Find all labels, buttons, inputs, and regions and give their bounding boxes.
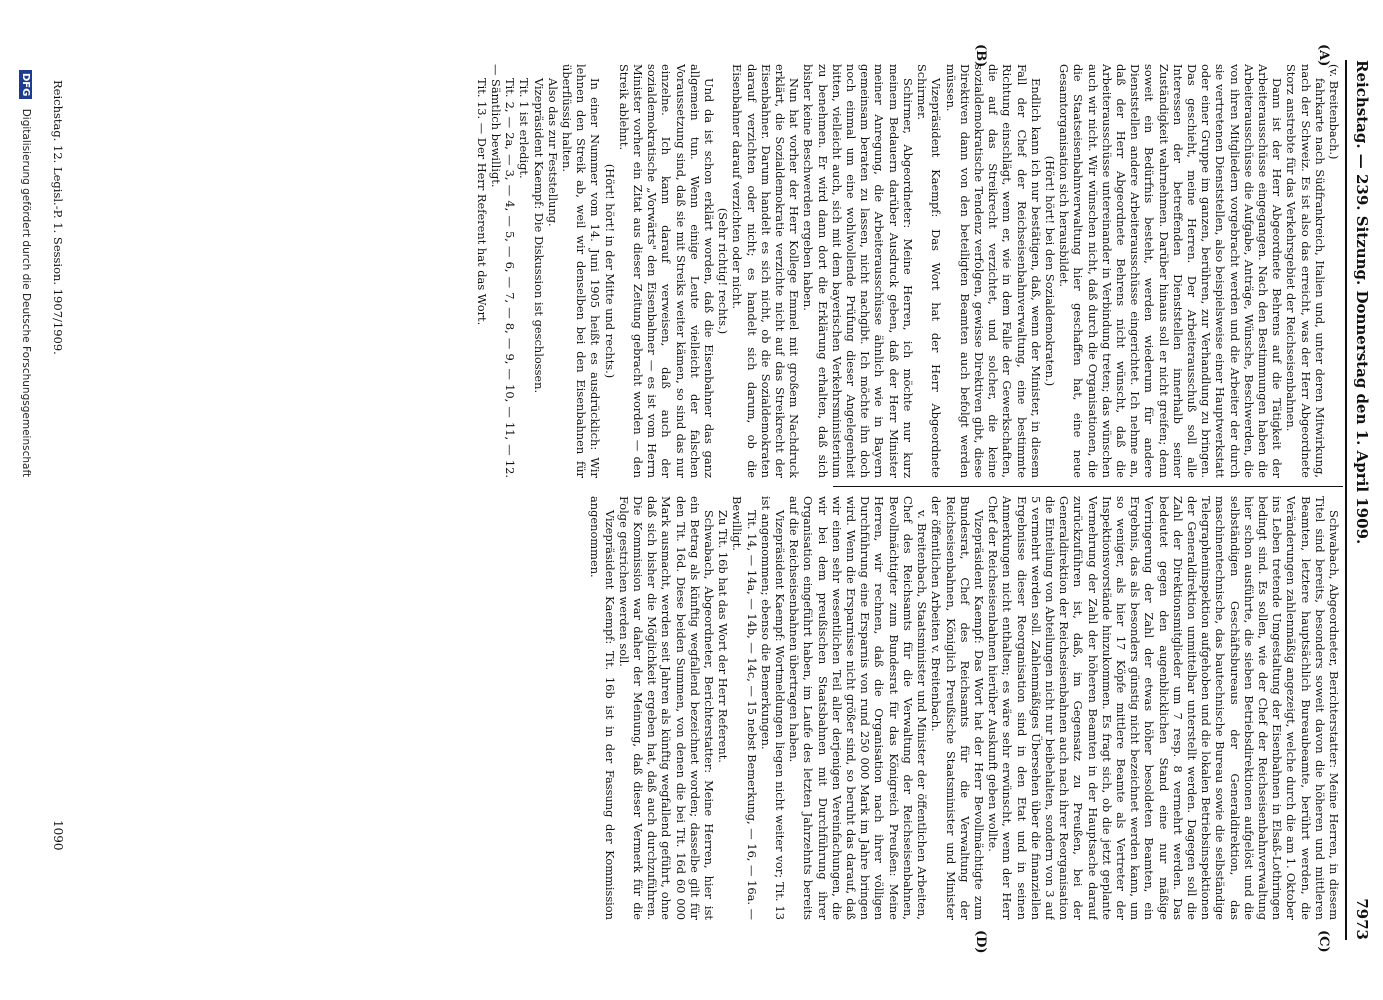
paragraph: Schwabach, Abgeordneter, Berichterstatter: Meine Herren, in diesem Titel sind bereits, besonders soweit davon die höheren und mittleren Beamten, letztere hauptsächlich Bureaubeamte, berührt werden, die Veränderungen zahlenmäßig angezeigt, welche durch die am 1. Oktober ins Leben tretende Umgestaltung der Eisenbahnen in Elsaß-Lothringen bedingt sind. Es sollen, wie der Chef der Reichseisenbahnverwaltung hier schon ausführte, die sieben Betriebsdirektionen aufgelöst und die selbständigen Geschäftsbureaus der Generaldirektion, das maschinentechnische, das bautechnische Bureau sowie die selbständige Telegrapheninspektion aufgehoben und die lokalen Betriebsinspektionen der Generaldirektion unmittelbar unterstellt werden. Dagegen soll die Zahl der Direktionsmitglieder um 7 resp. 8 vermehrt werden. Das bedeutet gegen den augenblicklichen Stand eine nur mäßige Verringerung der Zahl der etwas höher besoldeten Beamten, ein Ergebnis, das als besonders günstig nicht bezeichnet werden kann, um so weniger, als hier 17 Köpfe mittlere Beamte als Vertreter der Inspektionsvorstände hinzukommen. Es fragt sich, ob die jetzt geplante Vermehrung der Zahl der höheren Beamten in der Hauptsache darauf zurückzuführen ist, daß, im Gegensatz zu Preußen, bei der Generaldirektion der Reichseisenbahnen auch nach ihrer Reorganisation die Einteilung von Abteilungen nicht nur beibehalten, sondern von 3 auf 5 vermehrt werden soll. Zahlenmäßiges Übersehen über die finanziellen Ergebnisse dieser Reorganisation sind in den Etat und in seinen Anmerkungen nicht enthalten; es wäre sehr erwünscht, wenn der Herr Chef der Reichseisenbahnen hierüber Auskunft geben wollte. — [986, 496, 1341, 920]
paragraph: Vizepräsident Kaempf: Das Wort hat der Herr Abgeordnete Schirmer. — [915, 64, 944, 478]
column-divider — [833, 486, 1343, 487]
margin-mark-c: (C) — [1316, 930, 1331, 953]
header-title: Reichstag. — 239. Sitzung. Donnerstag den 1. April 1909. — [1353, 60, 1371, 545]
paragraph: Vizepräsident Kaempf: Die Diskussion ist geschlossen. — [531, 78, 546, 394]
paragraph: Vizepräsident Kaempf: Wortmeldungen liegen nicht weiter vor; Tit. 13 ist angenommen; ebenso die Bemerkungen. — [758, 496, 788, 920]
paragraph: Schwabach, Abgeordneter, Berichterstatter: Meine Herren, hier ist ein Betrag als künftig wegfallend bezeichnet worden; dasselbe gilt für den Tit. 16d. Diese beiden Summen, von denen die bei Tit. 16d 60 000 Mark ausmacht, werden seit Jahren als künftig wegfallend geführt, ohne daß sich bisher die Möglichkeit ergeben hat, daß auch durchzuführen. Die Kommission war daher der Meinung, daß dieser Vermerk für die Folge gestrichen werden soll. — [616, 496, 717, 920]
page-number: 1090 — [51, 820, 65, 851]
paragraph: Dann ist der Herr Abgeordnete Behrens auf die Tätigkeit der Arbeiterausschüsse eingegangen. Nach den Bestimmungen haben die Arbeiterausschüsse die Aufgabe, Anträge, Wünsche, Beschwerden, die von ihren Mitgliedern vorgebracht werden und die Arbeiter der durch sie vertretenen Dienststellen, also beispielsweise einer Hauptwerkstatt oder einer Gruppe im ganzen, berühren, zur Verhandlung zu bringen. Das geschieht, meine Herren. Der Arbeiterausschuß soll alle Interessen der betreffenden Dienststellen innerhalb seiner Zuständigkeit wahrnehmen. Darüber hinaus soll er nicht greifen; denn soweit ein Bedürfnis besteht, werden wiederum für andere Dienststellen andere Arbeiterausschüsse eingerichtet. Ich nehme an, daß der Herr Abgeordnete Behrens nicht wünscht, daß die Arbeiterausschüsse untereinander in Verbindung treten; das wünschen auch wir nicht. Wir wünschen nicht, daß durch die Organisationen, die die Staatseisenbahnverwaltung hier geschaffen hat, eine neue Gesamtorganisation sich herausbildet. — [1057, 64, 1285, 478]
paragraph: Schirmer, Abgeordneter: Meine Herren, ich möchte nur kurz meinem Bedauern darüber Ausdruck geben, daß der Herr Minister meiner Anregung, die Arbeiterausschüsse ähnlich wie in Bayern gemeinsam beraten zu lassen, nicht nachgibt. Ich möchte ihn doch noch einmal um eine wohlwollende Prüfung dieser Angelegenheit bitten, vielleicht auch, sich mit dem bayerischen Verkehrsministerium zu benehmen. Er wird dann dort die Erklärung erhalten, daß sich bisher keine Beschwerden ergeben haben. — [801, 64, 915, 478]
page-header — [1345, 60, 1373, 940]
paragraph: fahrkarte nach Südfrankreich, Italien und, unter deren Mitwirkung, nach der Schweiz. Es ist also das erreicht, was der Herr Abgeordnete Storz anstrebte für das Verkehrsgebiet der Reichseisenbahnen. — [1284, 64, 1327, 478]
paragraph: v. Breitenbach, Staatsminister und Minister der öffentlichen Arbeiten, Chef des Reichsamts für die Verwaltung der Reichseisenbahnen, Bevollmächtigter zum Bundesrat für das Königreich Preußen: Meine Herren, wir rechnen, daß die Organisation nach ihrer völligen Durchführung eine Ersparnis von rund 250 000 Mark im Jahre bringen wird. Wenn die Ersparnisse nicht größer sind, so beruht das darauf, daß wir einen sehr wesentlichen Teil aller derjenigen Vereinfachungen, die wir bei dem preußischen Staatsbahnen mit Durchführung ihrer Organisation eingeführt haben, im Laufe des letzten Jahrzehnts bereits auf die Reichseisenbahnen übertragen haben. — [787, 496, 930, 920]
dfg-text: Digitalisierung gefördert durch die Deutsche Forschungsgemeinschaft — [20, 108, 32, 478]
dfg-notice — [10, 70, 32, 930]
paragraph: Endlich kann ich nur bestätigen, daß, wenn der Minister, in diesem Fall der Chef der Reichseisenbahnverwaltung, eine bestimmte Richtung einschlägt, wenn er, wie in dem Falle der Gewerkschaften, die auf das Streikrecht verzichtet, und solcher, die keine sozialdemokratische Tendenz verfolgen, gewisse Direktiven gibt, diese Direktiven dann von den beteiligten Beamten auch befolgt werden müssen. — [943, 64, 1043, 478]
margin-mark-b: (B) — [973, 44, 988, 68]
paragraph: Tit. 13. — Der Herr Referent hat das Wort. — [474, 78, 489, 326]
margin-mark-d: (D) — [973, 930, 988, 954]
dfg-logo: DFG — [19, 70, 32, 99]
paragraph: Tit. 1 ist erledigt. — [517, 78, 532, 179]
speaker-tag: (v. Breitenbach.) — [1327, 64, 1341, 160]
session-footer: Reichstag. 12. Legisl.-P. 1. Session. 1907/1909. — [51, 80, 65, 355]
paragraph: Also das zur Feststellung. — [545, 78, 560, 227]
paragraph: Nun hat vorher der Herr Kollege Emmel mit großem Nachdruck erklärt, die Sozialdemokratie verzichte nicht auf das Streikrecht der Eisenbahner. Darum handelt es sich nicht, ob die Sozialdemokraten darauf verzichten oder nicht; es handelt sich darum, ob die Eisenbahner darauf verzichten oder nicht. — [730, 64, 802, 478]
paragraph: Und da ist schon erklärt worden, daß die Eisenbahner das ganz allgemein tun. Wenn einige Leute vielleicht der falschen Voraussetzung sind, daß sie mit Streiks weiter kämen, so sind das nur einzelne. Ich kann darauf verweisen, daß auch der sozialdemokratische „Vorwärts" den Eisenbahner — es ist vom Herrn Minister vorher ein Zitat aus dieser Zeitung gebracht worden — den Streik ablehnt. — [616, 64, 717, 478]
right-column — [101, 496, 1341, 920]
interjection: (Hört! hört! bei den Sozialdemokraten.) — [1042, 155, 1057, 387]
paragraph: Zu Tit. 16b hat das Wort der Herr Referent. — [716, 510, 731, 763]
paragraph: Vizepräsident Kaempf: Tit. 16b ist in der Fassung der Kommission angenommen. — [588, 496, 617, 920]
paragraph: Tit. 14, — 14a, — 14b, — 14c, — 15 nebst Bemerkung, — 16, — 16a. — Bewilligt. — [730, 496, 759, 920]
margin-mark-a: (A) — [1316, 44, 1331, 67]
paragraph: Tit. 2, — 2a, — 3, — 4, — 5, — 6, — 7, — 8, — 9, — 10, — 11, — 12. — Sämtlich bewilligt. — [489, 64, 518, 478]
interjection: (Hört! hört! in der Mitte und rechts.) — [602, 163, 617, 379]
left-column — [71, 64, 1341, 478]
paragraph: In einer Nummer vom 14. Juni 1905 heißt es ausdrücklich: Wir lehnen den Streik ab, weil wir denselben bei den Eisenbahnen für überflüssig halten. — [560, 64, 603, 478]
interjection: (Sehr richtig! rechts.) — [716, 207, 731, 335]
header-page-number: 7973 — [1353, 898, 1371, 940]
paragraph: Vizepräsident Kaempf: Das Wort hat der Herr Bevollmächtigte zum Bundesrat, Chef des Reichsamts für die Verwaltung der Reichseisenbahnen, Königlich Preußische Staatsminister und Minister der öffentlichen Arbeiten v. Breitenbach. — [929, 496, 986, 920]
